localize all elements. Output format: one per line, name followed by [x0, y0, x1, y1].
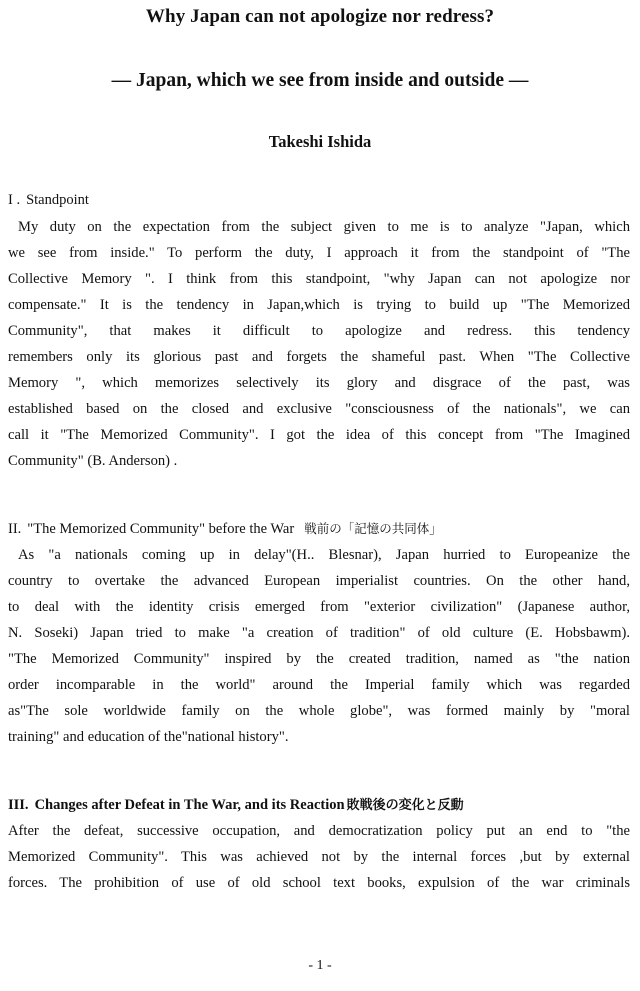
document-title: Why Japan can not apologize nor redress? — [145, 6, 495, 27]
body-line: remembers only its glorious past and forgets the shameful past. When "The Collective — [8, 349, 630, 365]
body-line: training" and education of the"national history". — [8, 729, 289, 745]
body-line: established based on the closed and exclusive "consciousness of the nationals", we can — [8, 401, 630, 417]
body-line: Community", that makes it difficult to apologize and redress. this tendency — [8, 323, 630, 339]
author-name: Takeshi Ishida — [268, 132, 372, 151]
body-line: Collective Memory ". I think from this standpoint, "why Japan can not apologize nor — [8, 271, 630, 287]
section-title-japanese: 戦前の「記憶の共同体」 — [304, 521, 442, 536]
body-line: N. Soseki) Japan tried to make "a creation of tradition" of old culture (E. Hobsbawm). — [8, 625, 630, 641]
body-line: we see from inside." To perform the duty, I approach it from the standpoint of "The — [8, 245, 630, 261]
section-number: I . — [8, 192, 21, 208]
section-title: Standpoint — [26, 192, 89, 208]
body-line: order incomparable in the world" around the Imperial family which was regarded — [8, 677, 630, 693]
body-line: Community" (B. Anderson) . — [8, 453, 178, 469]
section-heading-standpoint — [8, 191, 89, 209]
body-line: call it "The Memorized Community". I got the idea of this concept from "The Imagined — [8, 427, 630, 443]
body-line: After the defeat, successive occupation, and democratization policy put an end to "the — [8, 823, 630, 839]
body-line: Memory ", which memorizes selectively its glory and disgrace of the past, was — [8, 375, 630, 391]
body-line: Memorized Community". This was achieved not by the internal forces ,but by external — [8, 849, 630, 865]
body-line: "The Memorized Community" inspired by the created tradition, named as "the nation — [8, 651, 630, 667]
document-subtitle: — Japan, which we see from inside and outside — — [111, 70, 529, 91]
page-number: - 1 - — [308, 958, 332, 973]
body-line: compensate." It is the tendency in Japan,which is trying to build up "The Memorized — [8, 297, 630, 313]
section-title: Changes after Defeat in The War, and its Reaction — [34, 797, 345, 813]
body-line: My duty on the expectation from the subject given to me is to analyze "Japan, which — [18, 219, 630, 235]
section-body-changes-after-defeat — [8, 818, 630, 896]
section-heading-changes-after-defeat — [8, 796, 464, 815]
body-line: to deal with the identity crisis emerged from "exterior civilization" (Japanese author, — [8, 599, 630, 615]
section-heading-memorized-community — [8, 520, 442, 538]
body-line: country to overtake the advanced European imperialist countries. On the other hand, — [8, 573, 630, 589]
body-line: As "a nationals coming up in delay"(H.. Blesnar), Japan hurried to Europeanize the — [18, 547, 630, 563]
section-number: II. — [8, 521, 22, 537]
section-number: III. — [8, 797, 29, 813]
section-title-japanese: 敗戦後の変化と反動 — [346, 798, 464, 813]
body-line: forces. The prohibition of use of old school text books, expulsion of the war criminals — [8, 875, 630, 891]
body-line: as"The sole worldwide family on the whole globe", was formed mainly by "moral — [8, 703, 630, 719]
section-title: "The Memorized Community" before the War — [27, 521, 295, 537]
section-body-memorized-community — [8, 542, 630, 750]
section-body-standpoint — [8, 214, 630, 474]
